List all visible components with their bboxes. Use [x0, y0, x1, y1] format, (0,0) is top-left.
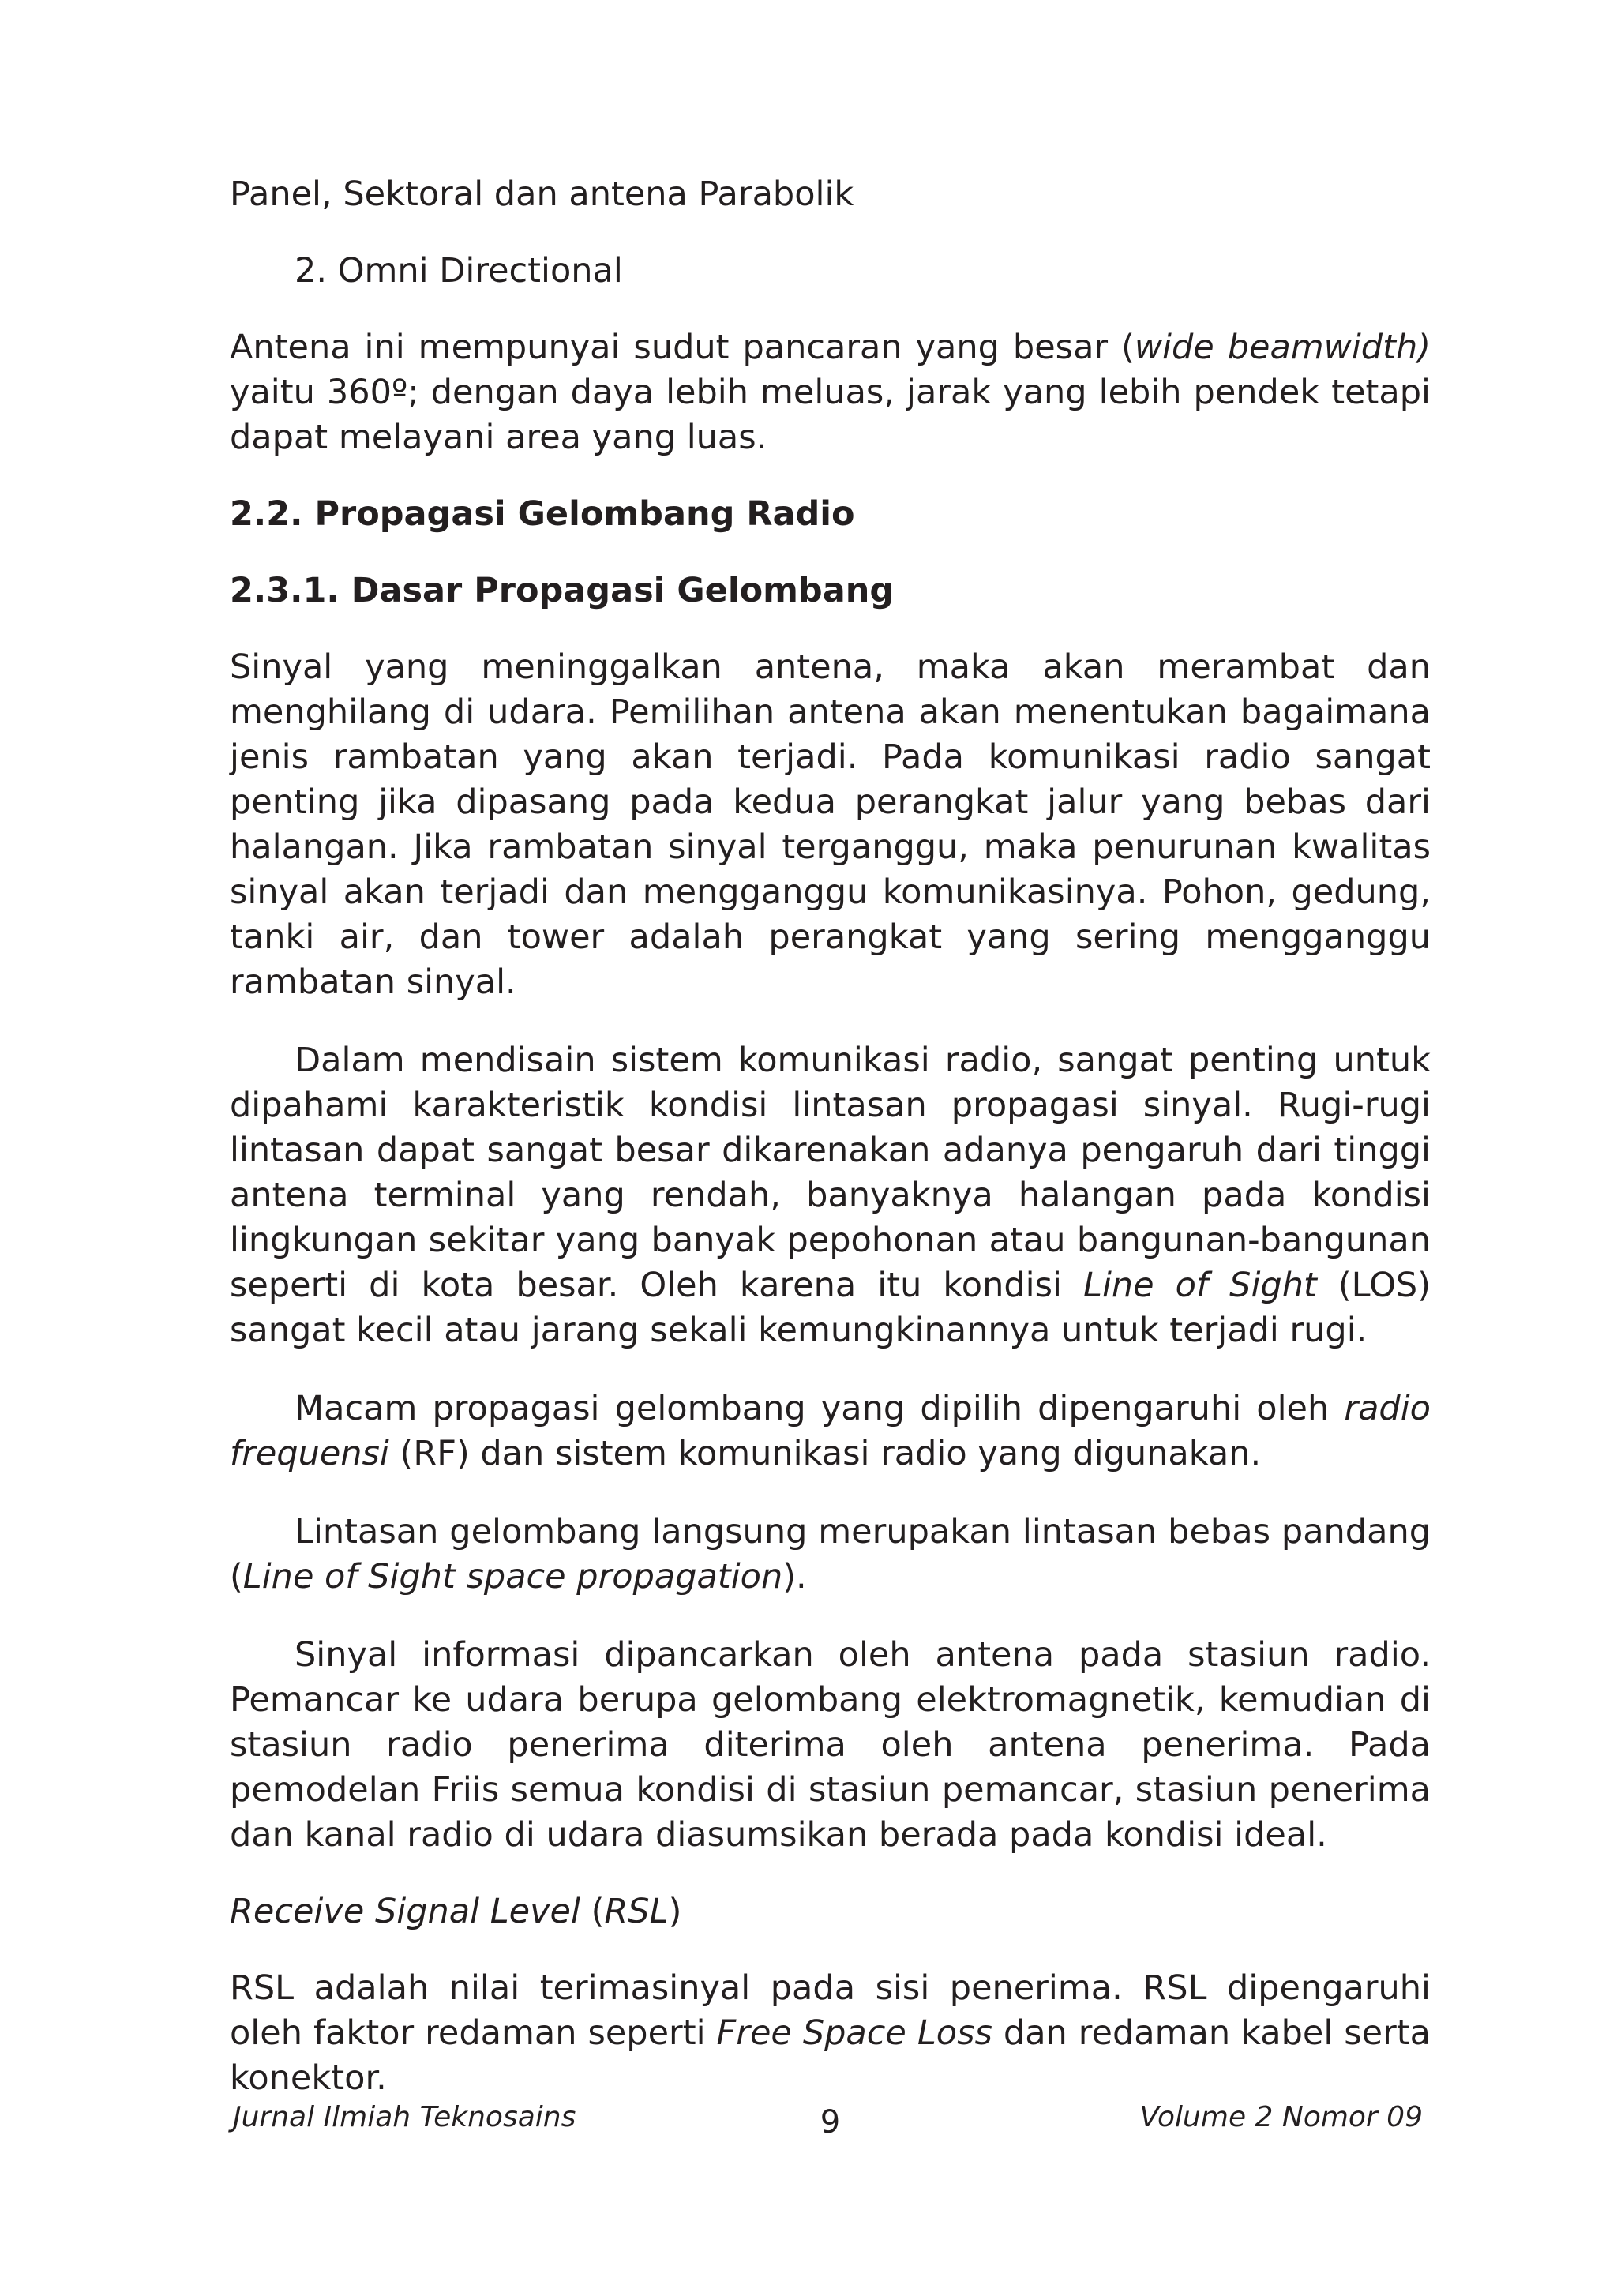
- list-item-omni-directional: 2. Omni Directional: [295, 251, 623, 291]
- text-run: yaitu 360º; dengan daya lebih meluas, jarak yang lebih pendek tetapi dapat melayani area yang luas.: [230, 373, 1431, 457]
- footer-journal-name: Jurnal Ilmiah Teknosains: [233, 2101, 576, 2133]
- paragraph-friis-model: Sinyal informasi dipancarkan oleh antena pada stasiun radio. Pemancar ke udara berupa gelombang elektromagnetik, kemudian di stasiun radio penerima diterima oleh antena penerima. Pada pemodelan Friis semua kondisi di stasiun pemancar, stasiun penerima dan kanal radio di udara diasumsikan berada pada kondisi ideal.: [230, 1635, 1431, 1855]
- footer-page-number: 9: [820, 2104, 841, 2140]
- paragraph-direct-path: [230, 1510, 1431, 1600]
- paragraph-signal-propagation: Sinyal yang meninggalkan antena, maka akan merambat dan menghilang di udara. Pemilihan antena akan menentukan bagaimana jenis rambatan yang akan terjadi. Pada komunikasi radio sangat penting jika dipasang pada kedua perangkat jalur yang bebas dari halangan. Jika rambatan sinyal terganggu, maka penurunan kwalitas sinyal akan terjadi dan mengganggu komunikasinya. Pohon, gedung, tanki air, dan tower adalah perangkat yang sering mengganggu rambatan sinyal.: [230, 647, 1431, 1002]
- text-run: (RF) dan sistem komunikasi radio yang digunakan.: [388, 1434, 1262, 1473]
- text-run-italic: RSL: [604, 1892, 669, 1931]
- footer-volume: Volume 2 Nomor 09: [1139, 2101, 1423, 2133]
- text-run-italic: wide beamwidth): [1134, 328, 1431, 367]
- paragraph-design-system: [230, 1038, 1431, 1353]
- paragraph-antenna-types: Panel, Sektoral dan antena Parabolik: [230, 174, 854, 214]
- section-heading-propagasi: 2.2. Propagasi Gelombang Radio: [230, 494, 855, 534]
- text-run: (LOS) sangat kecil atau jarang sekali kemungkinannya untuk terjadi rugi.: [230, 1266, 1431, 1350]
- page-footer: [230, 2094, 1431, 2141]
- text-run-italic: Receive Signal Level: [230, 1892, 580, 1931]
- text-run: (: [580, 1892, 605, 1931]
- paragraph-propagation-types: [230, 1386, 1431, 1476]
- text-run: ): [668, 1892, 682, 1931]
- page-body: [230, 172, 1431, 2101]
- paragraph-rsl-description: [230, 1966, 1431, 2101]
- subsection-heading-dasar-propagasi: 2.3.1. Dasar Propagasi Gelombang: [230, 571, 895, 610]
- text-run-italic: Line of Sight space propagation: [242, 1557, 783, 1596]
- text-run: ).: [782, 1557, 807, 1596]
- paragraph-omni-description: [230, 325, 1431, 460]
- text-run: RSL adalah nilai terimasinyal pada sisi penerima. RSL dipengaruhi oleh faktor redaman seperti: [230, 1968, 1431, 2053]
- text-run-italic: Free Space Loss: [716, 2013, 992, 2053]
- text-run: Antena ini mempunyai sudut pancaran yang besar (: [230, 328, 1135, 367]
- text-run: Macam propagasi gelombang yang dipilih dipengaruhi oleh: [295, 1389, 1345, 1428]
- text-run-italic: Line of Sight: [1082, 1266, 1317, 1305]
- text-run: Lintasan gelombang langsung merupakan lintasan bebas pandang (: [230, 1512, 1431, 1596]
- text-run: dan redaman kabel serta konektor.: [230, 2013, 1431, 2098]
- text-run: Dalam mendisain sistem komunikasi radio, sangat penting untuk dipahami karakteristik kondisi lintasan propagasi sinyal. Rugi-rugi lintasan dapat sangat besar dikarenakan adanya pengaruh dari tinggi antena terminal yang rendah, banyaknya halangan pada kondisi lingkungan sekitar yang banyak pepohonan atau bangunan-bangunan seperti di kota besar. Oleh karena itu kondisi: [230, 1041, 1431, 1305]
- paragraph-rsl-title: [230, 1889, 1431, 1934]
- text-run-italic: radio frequensi: [230, 1389, 1431, 1473]
